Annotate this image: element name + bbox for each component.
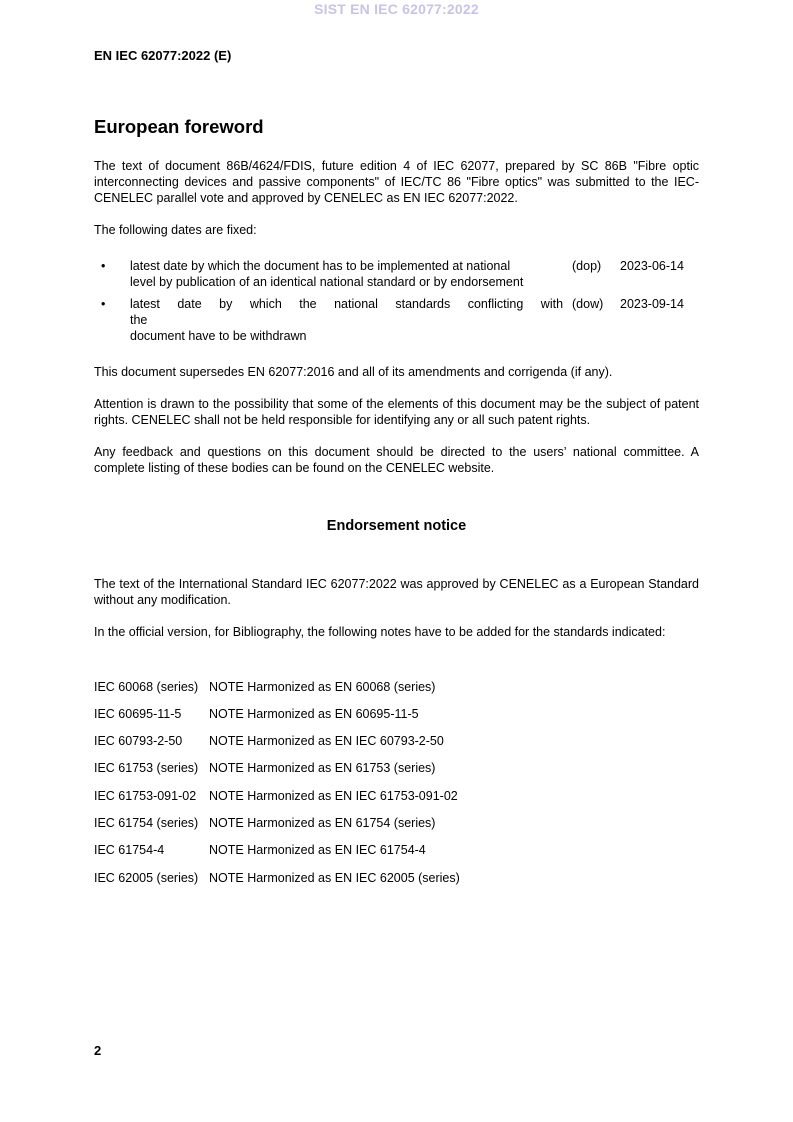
harmonized-note: NOTE Harmonized as EN IEC 60793-2-50 <box>209 734 444 748</box>
bullet-text <box>130 258 570 290</box>
bullet-marker: • <box>101 297 106 311</box>
endorsement-title: Endorsement notice <box>326 518 467 534</box>
endorsement-paragraph-1: The text of the International Standard IEC 62077:2022 was approved by CENELEC as a European Standard without any modification. <box>94 577 699 607</box>
harmonized-note: NOTE Harmonized as EN 61753 (series) <box>209 761 436 775</box>
bullet-line-2: level by publication of an identical national standard or by endorsement <box>130 275 524 289</box>
standard-ref: IEC 61754 (series) <box>94 816 199 830</box>
standard-ref: IEC 61753-091-02 <box>94 789 197 803</box>
standard-ref: IEC 61753 (series) <box>94 761 199 775</box>
standard-ref: IEC 60793-2-50 <box>94 734 183 748</box>
bullet-code: (dop) <box>572 259 602 273</box>
standard-ref: IEC 61754-4 <box>94 843 165 857</box>
bullet-line-1: latest date by which the document has to be implemented at national <box>130 259 511 273</box>
bullet-marker: • <box>101 259 106 273</box>
foreword-paragraph-4: Attention is drawn to the possibility that some of the elements of this document may be the subject of patent rights. CENELEC shall not be held responsible for identifying any or all such patent rights. <box>94 397 699 427</box>
watermark: SIST EN IEC 62077:2022 <box>314 1 479 17</box>
bullet-code: (dow) <box>572 297 604 311</box>
harmonized-note: NOTE Harmonized as EN 60695-11-5 <box>209 707 419 721</box>
document-id: EN IEC 62077:2022 (E) <box>94 48 232 63</box>
bullet-date: 2023-06-14 <box>620 259 684 273</box>
bullet-line-2: document have to be withdrawn <box>130 329 307 343</box>
page-number: 2 <box>94 1043 102 1058</box>
foreword-paragraph-3: This document supersedes EN 62077:2016 and all of its amendments and corrigenda (if any). <box>94 365 613 379</box>
endorsement-paragraph-2: In the official version, for Bibliography, the following notes have to be added for the standards indicated: <box>94 625 666 639</box>
harmonized-note: NOTE Harmonized as EN IEC 62005 (series) <box>209 871 460 885</box>
harmonized-note: NOTE Harmonized as EN IEC 61753-091-02 <box>209 789 458 803</box>
standard-ref: IEC 60695-11-5 <box>94 707 182 721</box>
foreword-paragraph-5: Any feedback and questions on this document should be directed to the users’ national committee. A complete listing of these bodies can be found on the CENELEC website. <box>94 445 699 475</box>
foreword-paragraph-1: The text of document 86B/4624/FDIS, future edition 4 of IEC 62077, prepared by SC 86B "Fibre optic interconnecting devices and passive components" of IEC/TC 86 "Fibre optics" was submitted to the IEC-CENELEC parallel vote and approved by CENELEC as EN IEC 62077:2022. <box>94 159 699 205</box>
bullet-line-1: latest date by which the national standards conflicting with the <box>130 297 564 327</box>
standard-ref: IEC 62005 (series) <box>94 871 199 885</box>
bullet-date: 2023-09-14 <box>620 297 684 311</box>
bullet-text <box>130 296 570 344</box>
harmonized-note: NOTE Harmonized as EN 61754 (series) <box>209 816 436 830</box>
standard-ref: IEC 60068 (series) <box>94 680 199 694</box>
harmonized-note: NOTE Harmonized as EN IEC 61754-4 <box>209 843 426 857</box>
harmonized-note: NOTE Harmonized as EN 60068 (series) <box>209 680 436 694</box>
foreword-title: European foreword <box>94 116 264 137</box>
foreword-paragraph-2: The following dates are fixed: <box>94 223 257 237</box>
